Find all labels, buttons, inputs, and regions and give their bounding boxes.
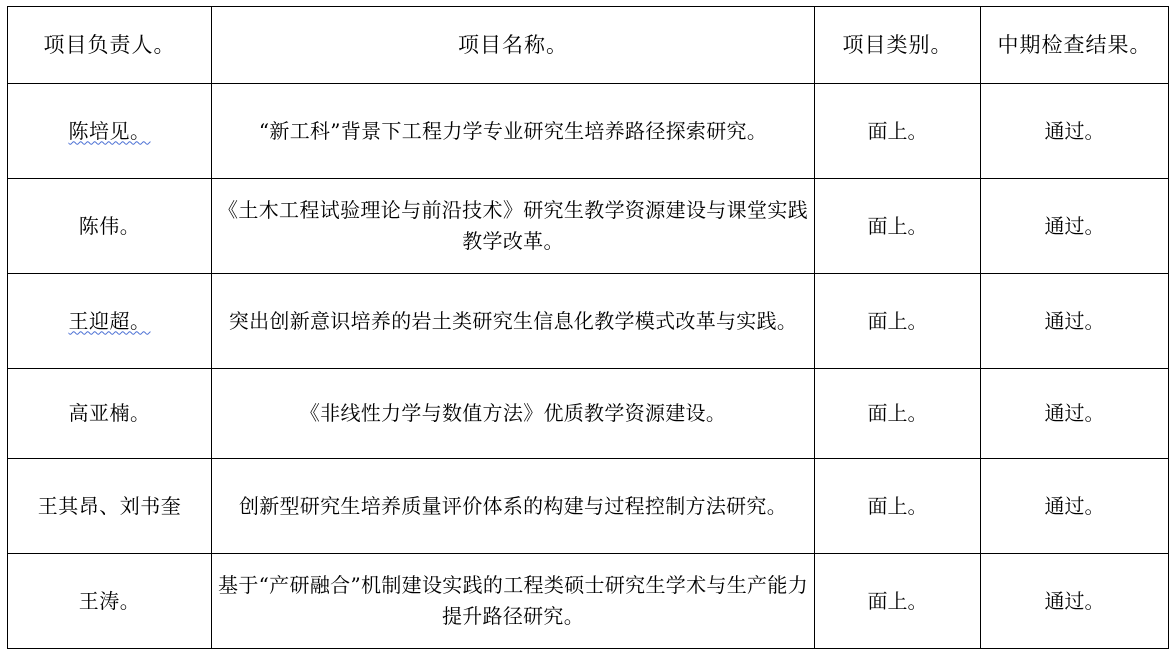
cell-leader — [8, 459, 212, 554]
cell-leader — [8, 554, 212, 649]
cell-result: 通过。 — [981, 84, 1169, 179]
project-name: 《非线性力学与数值方法》优质教学资源建设。 — [299, 401, 727, 425]
column-header-project-name: 项目名称。 — [212, 7, 815, 84]
leader-name: 高亚楠。 — [68, 401, 151, 425]
cell-result: 通过。 — [981, 369, 1169, 459]
cell-project-name — [212, 369, 815, 459]
table-header-row — [8, 7, 1169, 84]
table-row — [8, 84, 1169, 179]
project-name: “新工科”背景下工程力学专业研究生培养路径探索研究。 — [258, 118, 768, 143]
cell-result: 通过。 — [981, 179, 1169, 274]
project-name: 基于“产研融合”机制建设实践的工程类硕士研究生学术与生产能力提升路径研究。 — [218, 573, 808, 628]
cell-project-name — [212, 179, 815, 274]
cell-leader — [8, 84, 212, 179]
column-header-midterm-result: 中期检查结果。 — [981, 7, 1169, 84]
table-body — [8, 84, 1169, 649]
cell-category: 面上。 — [815, 274, 981, 369]
leader-name: 王其昂、刘书奎 — [37, 493, 182, 518]
project-name: 《土木工程试验理论与前沿技术》研究生教学资源建设与课堂实践教学改革。 — [218, 198, 808, 253]
cell-category: 面上。 — [815, 554, 981, 649]
leader-name: 陈伟。 — [78, 213, 141, 238]
column-header-leader: 项目负责人。 — [8, 7, 212, 84]
leader-name: 王迎超。 — [68, 308, 151, 333]
cell-category: 面上。 — [815, 179, 981, 274]
leader-name: 陈培见。 — [68, 118, 151, 143]
cell-project-name — [212, 554, 815, 649]
project-name: 创新型研究生培养质量评价体系的构建与过程控制方法研究。 — [238, 493, 788, 518]
cell-project-name — [212, 84, 815, 179]
table-row — [8, 554, 1169, 649]
cell-project-name — [212, 274, 815, 369]
table-row — [8, 179, 1169, 274]
cell-leader — [8, 369, 212, 459]
cell-result: 通过。 — [981, 274, 1169, 369]
cell-result: 通过。 — [981, 459, 1169, 554]
cell-leader — [8, 274, 212, 369]
cell-category: 面上。 — [815, 369, 981, 459]
project-table — [7, 6, 1169, 649]
table-row — [8, 369, 1169, 459]
cell-leader — [8, 179, 212, 274]
cell-category: 面上。 — [815, 84, 981, 179]
cell-project-name — [212, 459, 815, 554]
column-header-category: 项目类别。 — [815, 7, 981, 84]
leader-name: 王涛。 — [78, 588, 141, 613]
cell-result: 通过。 — [981, 554, 1169, 649]
table-row — [8, 459, 1169, 554]
table-header — [8, 7, 1169, 84]
document-page — [0, 6, 1175, 653]
cell-category: 面上。 — [815, 459, 981, 554]
project-name: 突出创新意识培养的岩土类研究生信息化教学模式改革与实践。 — [228, 308, 798, 333]
table-row — [8, 274, 1169, 369]
